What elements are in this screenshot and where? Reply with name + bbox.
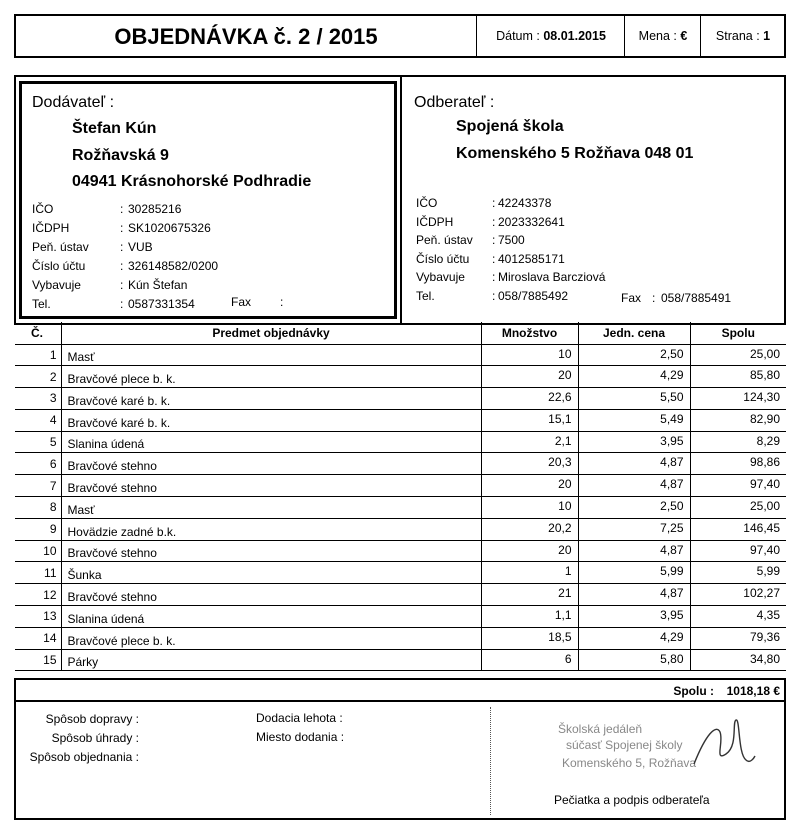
row-total: 25,00 (690, 344, 786, 366)
supplier-street: Rožňavská 9 (72, 147, 169, 164)
row-total: 102,27 (690, 584, 786, 606)
table-row (15, 453, 786, 475)
document-header (14, 14, 786, 58)
row-quantity: 20 (481, 540, 578, 562)
customer-fields (416, 196, 776, 306)
customer-field-value: 2023332641 (498, 214, 565, 229)
customer-field-value: 7500 (498, 233, 525, 248)
customer-field-colon: : (492, 289, 496, 303)
row-item: Bravčové stehno (61, 475, 481, 497)
customer-heading: Odberateľ : (414, 94, 495, 111)
page-cell (700, 16, 785, 56)
row-item: Slanina údená (61, 431, 481, 453)
row-unit-price: 4,87 (578, 584, 690, 606)
row-quantity: 20,3 (481, 453, 578, 475)
supplier-field-label: Číslo účtu (32, 259, 86, 273)
table-header-row (15, 322, 786, 344)
party-divider (400, 77, 402, 323)
row-quantity: 15,1 (481, 409, 578, 431)
table-row (15, 431, 786, 453)
table-row (15, 518, 786, 540)
row-item: Bravčové stehno (61, 584, 481, 606)
date-label: Dátum : (496, 29, 540, 43)
row-unit-price: 3,95 (578, 431, 690, 453)
row-number: 2 (15, 366, 61, 388)
row-item: Bravčové stehno (61, 540, 481, 562)
supplier-field-colon: : (120, 297, 124, 311)
row-quantity: 20 (481, 366, 578, 388)
table-row (15, 388, 786, 410)
row-unit-price: 5,99 (578, 562, 690, 584)
row-number: 13 (15, 606, 61, 628)
supplier-name: Štefan Kún (72, 120, 157, 137)
row-unit-price: 4,87 (578, 540, 690, 562)
row-quantity: 22,6 (481, 388, 578, 410)
table-row (15, 562, 786, 584)
row-quantity: 20 (481, 475, 578, 497)
customer-field-value: 4012585171 (498, 251, 565, 266)
row-unit-price: 3,95 (578, 606, 690, 628)
row-number: 4 (15, 409, 61, 431)
row-total: 146,45 (690, 518, 786, 540)
row-number: 3 (15, 388, 61, 410)
row-quantity: 1,1 (481, 606, 578, 628)
supplier-field-colon: : (120, 221, 124, 235)
customer-field-colon: : (492, 233, 496, 248)
row-total: 97,40 (690, 475, 786, 497)
table-row (15, 606, 786, 628)
customer-field-label: Číslo účtu (416, 251, 470, 266)
row-unit-price: 5,49 (578, 409, 690, 431)
supplier-field-colon: : (120, 240, 124, 254)
row-quantity: 21 (481, 584, 578, 606)
table-row (15, 649, 786, 671)
stamp-line-3: Komenského 5, Rožňava (562, 756, 697, 770)
supplier-field-label: Peň. ústav (32, 240, 89, 254)
sum-value: 1018,18 € (726, 684, 780, 698)
customer-field-colon: : (492, 270, 496, 285)
table-row (15, 475, 786, 497)
row-total: 124,30 (690, 388, 786, 410)
supplier-field-value: SK1020675326 (128, 221, 211, 235)
row-number: 14 (15, 627, 61, 649)
customer-name: Spojená škola (456, 118, 564, 135)
delivery-date-label: Dodacia lehota : (256, 711, 343, 725)
row-quantity: 20,2 (481, 518, 578, 540)
row-total: 5,99 (690, 562, 786, 584)
page-label: Strana : (715, 29, 760, 43)
currency-label: Mena : (638, 29, 677, 43)
row-total: 97,40 (690, 540, 786, 562)
row-item: Masť (61, 344, 481, 366)
supplier-field-colon: : (120, 278, 124, 292)
customer-fax-label: Fax (621, 291, 642, 305)
table-row (15, 344, 786, 366)
customer-field-label: Peň. ústav (416, 233, 473, 248)
row-total: 85,80 (690, 366, 786, 388)
sum-row (14, 678, 786, 702)
customer-field-value: 42243378 (498, 196, 552, 210)
supplier-fax-label: Fax (231, 295, 252, 309)
row-item: Bravčové stehno (61, 453, 481, 475)
row-total: 25,00 (690, 497, 786, 519)
table-row (15, 409, 786, 431)
row-unit-price: 4,29 (578, 366, 690, 388)
supplier-field-value: 30285216 (128, 202, 182, 216)
row-number: 9 (15, 518, 61, 540)
supplier-field-colon: : (120, 259, 124, 273)
row-unit-price: 2,50 (578, 344, 690, 366)
customer-field-label: Vybavuje (416, 270, 465, 285)
supplier-field-colon: : (120, 202, 124, 216)
supplier-box (19, 81, 397, 319)
customer-address: Komenského 5 Rožňava 048 01 (456, 145, 694, 162)
row-number: 15 (15, 649, 61, 671)
row-unit-price: 5,50 (578, 388, 690, 410)
col-header-total: Spolu (690, 322, 786, 344)
table-body (15, 344, 786, 671)
col-header-num: Č. (15, 322, 61, 344)
items-table (15, 322, 786, 671)
row-number: 5 (15, 431, 61, 453)
row-quantity: 10 (481, 344, 578, 366)
row-number: 7 (15, 475, 61, 497)
row-item: Hovädzie zadné b.k. (61, 518, 481, 540)
row-number: 6 (15, 453, 61, 475)
supplier-field-label: IČO (32, 202, 54, 216)
row-total: 34,80 (690, 649, 786, 671)
delivery-place-label: Miesto dodania : (256, 730, 345, 744)
supplier-field-value: 326148582/0200 (128, 259, 219, 273)
stamp-line-1: Školská jedáleň (558, 722, 643, 736)
sum-label: Spolu : (673, 684, 714, 698)
row-item: Bravčové plece b. k. (61, 627, 481, 649)
customer-field-label: IČDPH (416, 214, 454, 229)
customer-fax-colon: : (652, 291, 656, 305)
row-unit-price: 4,29 (578, 627, 690, 649)
row-total: 82,90 (690, 409, 786, 431)
row-item: Bravčové plece b. k. (61, 366, 481, 388)
row-total: 98,86 (690, 453, 786, 475)
customer-fax-value: 058/7885491 (661, 291, 732, 305)
footer-divider (490, 707, 492, 815)
transport-label: Spôsob dopravy : (45, 712, 139, 726)
row-item: Bravčové karé b. k. (61, 388, 481, 410)
row-total: 8,29 (690, 431, 786, 453)
row-number: 12 (15, 584, 61, 606)
currency-cell (624, 16, 701, 56)
supplier-fields (32, 202, 382, 312)
col-header-qty: Množstvo (481, 322, 578, 344)
supplier-field-value: 0587331354 (128, 297, 195, 311)
row-item: Párky (61, 649, 481, 671)
row-quantity: 2,1 (481, 431, 578, 453)
row-quantity: 6 (481, 649, 578, 671)
customer-field-colon: : (492, 196, 496, 210)
row-number: 10 (15, 540, 61, 562)
row-item: Masť (61, 497, 481, 519)
row-quantity: 1 (481, 562, 578, 584)
supplier-fax-colon: : (280, 295, 284, 309)
table-row (15, 627, 786, 649)
date-cell (476, 16, 625, 56)
signature-icon (686, 714, 756, 778)
stamp-line-2: súčasť Spojenej školy (566, 738, 683, 752)
row-unit-price: 2,50 (578, 497, 690, 519)
date-value: 08.01.2015 (543, 29, 606, 43)
row-quantity: 10 (481, 497, 578, 519)
supplier-heading: Dodávateľ : (32, 94, 115, 111)
row-unit-price: 4,87 (578, 475, 690, 497)
supplier-city: 04941 Krásnohorské Podhradie (72, 173, 312, 190)
customer-field-label: IČO (416, 196, 438, 210)
supplier-field-value: VUB (128, 240, 153, 254)
col-header-price: Jedn. cena (578, 322, 690, 344)
row-item: Šunka (61, 562, 481, 584)
row-total: 4,35 (690, 606, 786, 628)
document-title: OBJEDNÁVKA č. 2 / 2015 (114, 24, 378, 49)
row-unit-price: 4,87 (578, 453, 690, 475)
row-item: Bravčové karé b. k. (61, 409, 481, 431)
customer-field-colon: : (492, 251, 496, 266)
stamp (536, 722, 776, 792)
row-quantity: 18,5 (481, 627, 578, 649)
order-method-label: Spôsob objednania : (29, 750, 139, 764)
currency-value: € (680, 29, 688, 43)
page-value: 1 (763, 29, 771, 43)
customer-field-value: Miroslava Barcziová (498, 270, 606, 285)
supplier-field-label: IČDPH (32, 221, 70, 235)
supplier-field-label: Tel. (32, 297, 51, 311)
supplier-field-value: Kún Štefan (128, 278, 188, 292)
table-row (15, 540, 786, 562)
table-row (15, 366, 786, 388)
row-number: 1 (15, 344, 61, 366)
customer-field-colon: : (492, 214, 496, 229)
col-header-item: Predmet objednávky (61, 322, 481, 344)
supplier-field-label: Vybavuje (32, 278, 81, 292)
row-total: 79,36 (690, 627, 786, 649)
payment-label: Spôsob úhrady : (51, 731, 139, 745)
row-unit-price: 7,25 (578, 518, 690, 540)
table-row (15, 584, 786, 606)
customer-field-label: Tel. (416, 289, 435, 303)
customer-field-value: 058/7885492 (498, 289, 569, 303)
table-row (15, 497, 786, 519)
row-number: 8 (15, 497, 61, 519)
row-unit-price: 5,80 (578, 649, 690, 671)
row-number: 11 (15, 562, 61, 584)
signature-label: Pečiatka a podpis odberateľa (554, 793, 710, 807)
row-item: Slanina údená (61, 606, 481, 628)
